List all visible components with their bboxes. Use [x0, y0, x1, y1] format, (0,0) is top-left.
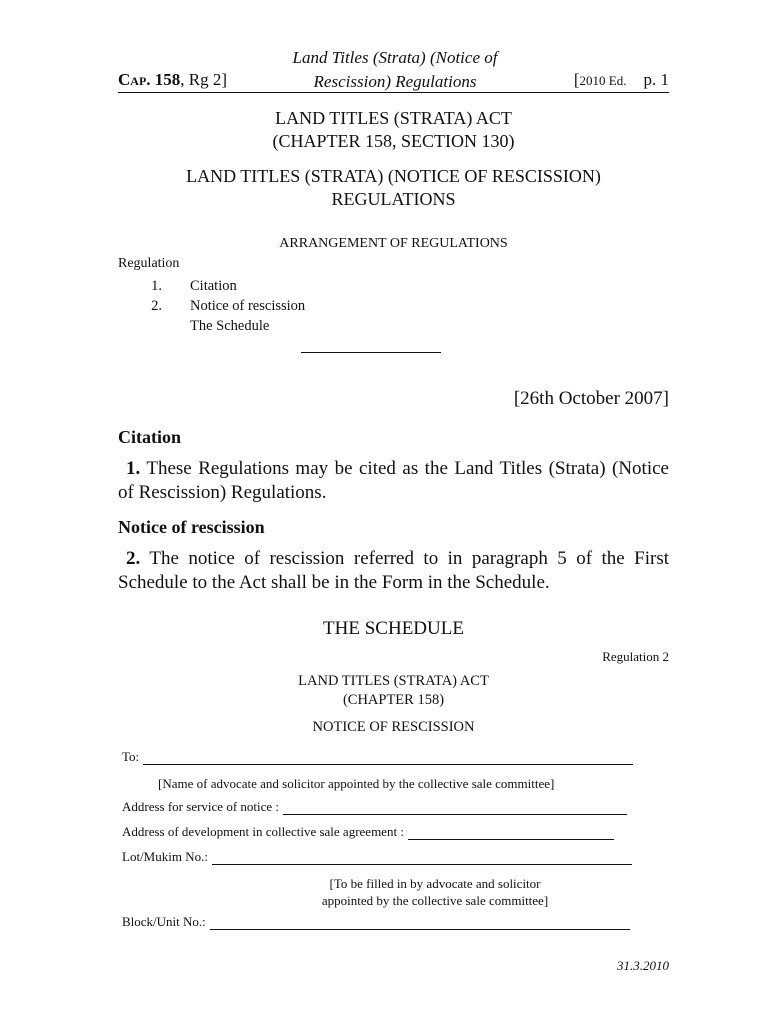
section-number: 2. — [126, 548, 141, 569]
section-heading-notice: Notice of rescission — [118, 517, 265, 537]
form-act-title — [118, 672, 669, 710]
to-note: [Name of advocate and solicitor appointed by the collective sale committee] — [158, 776, 555, 791]
form-act-line2: (CHAPTER 158) — [342, 692, 445, 708]
arrangement-title: ARRANGEMENT OF REGULATIONS — [279, 236, 508, 251]
running-title — [270, 46, 520, 94]
cap-label: Cap. — [118, 70, 151, 89]
edition-page — [574, 70, 669, 90]
lot-note-line2: appointed by the collective sale committee] — [321, 893, 549, 908]
reg-reference: , Rg 2] — [180, 70, 228, 89]
lot-mukim-label: Lot/Mukim No.: — [122, 849, 208, 864]
regulations-title-line1: LAND TITLES (STRATA) (NOTICE OF RESCISSION) — [186, 166, 601, 186]
arrangement-item-num: 1. — [151, 278, 162, 294]
address-development-input-line[interactable] — [408, 827, 614, 840]
header-divider — [118, 92, 669, 93]
address-service-label: Address for service of notice : — [122, 799, 280, 814]
section-divider — [301, 352, 441, 353]
commencement-date: [26th October 2007] — [513, 388, 669, 409]
running-title-line2: Rescission) Regulations — [313, 72, 477, 91]
chapter-reference — [118, 70, 227, 90]
lot-mukim-input-line[interactable] — [212, 852, 632, 865]
arrangement-item-schedule[interactable]: The Schedule — [190, 318, 270, 334]
address-development-label: Address of development in collective sale agreement : — [122, 824, 404, 839]
running-title-line1: Land Titles (Strata) (Notice of — [292, 48, 498, 67]
to-field — [122, 749, 633, 765]
edition: 2010 Ed. — [579, 73, 627, 88]
to-label: To: — [122, 749, 140, 764]
section-paragraph-1 — [118, 457, 669, 505]
edition-bracket: [ — [573, 70, 580, 89]
address-development-field — [122, 824, 614, 840]
arrangement-item-num: 2. — [151, 298, 162, 314]
regulations-title — [118, 165, 669, 211]
arrangement-item-notice-of-rescission[interactable]: Notice of rescission — [190, 298, 306, 314]
lot-mukim-field — [122, 849, 632, 865]
block-unit-label: Block/Unit No.: — [122, 914, 206, 929]
schedule-title: THE SCHEDULE — [323, 618, 464, 639]
form-title: NOTICE OF RESCISSION — [312, 719, 475, 735]
schedule-reference: Regulation 2 — [602, 649, 669, 664]
arrangement-label: Regulation — [118, 256, 180, 271]
address-service-field — [122, 799, 627, 815]
act-title-line1: LAND TITLES (STRATA) ACT — [275, 108, 512, 128]
block-unit-field — [122, 914, 630, 930]
section-heading-citation: Citation — [118, 427, 181, 447]
cap-number: 158 — [154, 70, 181, 89]
section-text: The notice of rescission referred to in paragraph 5 of the First Schedule to the Act shall be in the Form in the Schedule. — [118, 548, 669, 593]
lot-note-line1: [To be filled in by advocate and solicitor — [329, 876, 541, 891]
section-text: These Regulations may be cited as the Land Titles (Strata) (Notice of Rescission) Regulations. — [118, 458, 669, 503]
to-input-line[interactable] — [143, 752, 633, 765]
act-title — [118, 107, 669, 153]
page-number: p. 1 — [643, 70, 669, 89]
regulations-title-line2: REGULATIONS — [331, 189, 456, 209]
arrangement-item-citation[interactable]: Citation — [190, 278, 237, 294]
section-number: 1. — [126, 458, 141, 479]
form-act-line1: LAND TITLES (STRATA) ACT — [298, 673, 489, 689]
act-title-line2: (CHAPTER 158, SECTION 130) — [272, 131, 515, 151]
address-service-input-line[interactable] — [283, 802, 627, 815]
revision-date: 31.3.2010 — [617, 958, 669, 973]
lot-note — [300, 875, 570, 909]
block-unit-input-line[interactable] — [210, 917, 630, 930]
section-paragraph-2 — [118, 547, 669, 595]
